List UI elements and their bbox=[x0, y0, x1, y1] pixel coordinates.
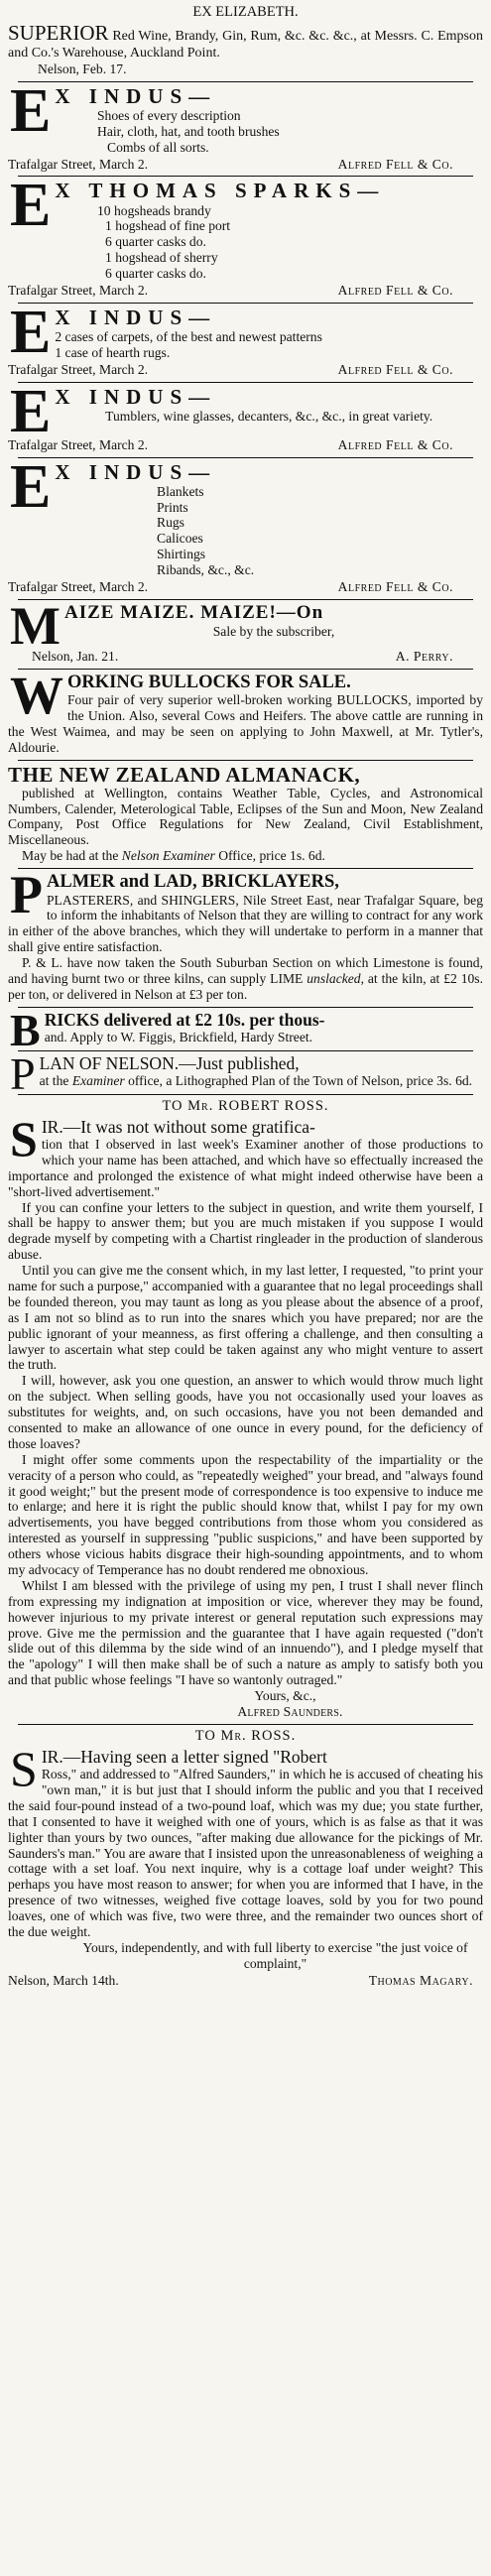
ad-body-lime-em: unslacked bbox=[307, 970, 361, 986]
list-item: 6 quarter casks do. bbox=[105, 266, 206, 282]
ad-heading: RICKS delivered at £2 10s. per thous- bbox=[44, 1009, 325, 1030]
ad-maize bbox=[8, 595, 483, 665]
ad-signature bbox=[8, 437, 483, 453]
letter-to-mr-ross bbox=[8, 1728, 483, 1989]
list-item: Hair, cloth, hat, and tooth brushes bbox=[97, 123, 280, 139]
letter-opening: IR.—Having seen a letter signed "Robert bbox=[41, 1746, 327, 1767]
divider bbox=[18, 1007, 474, 1008]
ad-body: PLASTERERS, and SHINGLERS, Nile Street East, near Trafalgar Square, beg to inform the inhabitants of Nelson that they are willing to contract for any work in either of the above branches, which they will undertake to perform in a manner that shall give entire satisfaction. bbox=[8, 892, 483, 955]
divider bbox=[18, 303, 474, 304]
ad-ex-elizabeth bbox=[8, 4, 483, 77]
divider bbox=[18, 868, 474, 869]
ad-heading: ALMER and LAD, BRICKLAYERS, bbox=[47, 872, 339, 893]
ad-body-lime-post: , at the kiln, at £2 10s. per ton, or delivered in Nelson at £3 per ton. bbox=[8, 970, 483, 1002]
list-item: Prints bbox=[157, 499, 188, 515]
letter-place: Nelson, March 14th. bbox=[8, 1972, 119, 1988]
list-item: Shirtings bbox=[157, 547, 206, 562]
list-item: Rugs bbox=[157, 515, 184, 531]
list-item: Calicoes bbox=[157, 531, 203, 547]
ad-place: Trafalgar Street, March 2. bbox=[8, 156, 149, 172]
ad-advertiser: Alfred Fell & Co. bbox=[337, 436, 453, 452]
ad-plan-of-nelson bbox=[8, 1047, 483, 1099]
letter-signature: Alfred Saunders. bbox=[237, 1704, 343, 1719]
list-item: 1 hogshead of sherry bbox=[105, 250, 218, 266]
ad-title: EX ELIZABETH. bbox=[192, 4, 299, 20]
ad-place: Trafalgar Street, March 2. bbox=[8, 578, 149, 594]
ad-dateline: Nelson, Feb. 17. bbox=[38, 61, 127, 76]
letter-paragraph: If you can confine your letters to the subject in question, and write them yourself, I shall be happy to answer them; but you are much mistaken if you suppose I would degrade myself by competing with a Chartist ringleader in the production of slanderous abuse. bbox=[8, 1199, 483, 1263]
ad-bricks bbox=[8, 1004, 483, 1055]
ad-body: published at Wellington, contains Weather Table, Cycles, and Astronomical Numbers, Calender, Meterological Table, Eclipses of the Sun and Moon, New Zealand Company, Post Office Regulations for New Zealand, Civil Establishment, Miscellaneous. bbox=[8, 785, 483, 848]
ad-body-post: office, a Lithographed Plan of the Town of Nelson, price 3s. 6d. bbox=[124, 1072, 473, 1088]
ad-subline: Sale by the subscriber, bbox=[212, 623, 335, 639]
drop-cap: W bbox=[10, 665, 63, 725]
drop-cap: S bbox=[10, 1110, 38, 1166]
ad-body-text: Red Wine, Brandy, Gin, Rum, &c. &c. &c., at Messrs. C. Empson and Co.'s Warehouse, Auckland Point. bbox=[8, 28, 483, 61]
letter-paragraph: I will, however, ask you one question, an answer to which would throw much light on the subject. When selling goods, have you not occasionally used your loaves as substitutes for weights, and, on such occasions, have you not been demanded and consented to make an allowance of one ounce in every pound, for the deficiency of those loaves? bbox=[8, 1373, 483, 1451]
ad-footer-post: Office, price 1s. 6d. bbox=[214, 848, 325, 864]
divider bbox=[18, 1724, 474, 1725]
list-item: 10 hogsheads brandy bbox=[97, 202, 211, 218]
item-list bbox=[8, 329, 483, 361]
ad-heading: X INDUS— bbox=[55, 305, 217, 329]
drop-cap: E bbox=[10, 76, 52, 145]
ad-footer-paper: Nelson Examiner bbox=[121, 848, 215, 864]
item-list bbox=[8, 203, 483, 282]
drop-cap: E bbox=[10, 172, 52, 240]
ad-heading: LAN OF NELSON.—Just published, bbox=[39, 1052, 300, 1073]
ad-footer-pre: May be had at the bbox=[22, 848, 122, 864]
drop-cap: S bbox=[10, 1740, 38, 1796]
ad-body: Four pair of very superior well-broken working BULLOCKS, imported by the Union. Also, several Cows and Heifers. The above cattle are running in the West Waimea, and may be seen on applying to John Maxwell, at Mr. Tytler's, Aldourie. bbox=[8, 692, 483, 755]
ad-lead: SUPERIOR bbox=[8, 20, 109, 45]
drop-cap: M bbox=[10, 595, 61, 656]
ad-heading: X INDUS— bbox=[55, 459, 217, 484]
ad-heading: ORKING BULLOCKS FOR SALE. bbox=[67, 672, 351, 692]
list-item: 1 case of hearth rugs. bbox=[55, 344, 171, 360]
drop-cap: B bbox=[10, 1004, 41, 1055]
ad-place: Trafalgar Street, March 2. bbox=[8, 436, 149, 452]
ad-heading: X INDUS— bbox=[55, 384, 217, 409]
letter-heading: TO Mr. ROSS. bbox=[194, 1727, 297, 1744]
ad-advertiser: Alfred Fell & Co. bbox=[337, 156, 453, 172]
ad-footer bbox=[8, 848, 483, 864]
drop-cap: P bbox=[10, 1047, 36, 1099]
ad-body-lime bbox=[8, 955, 483, 1003]
ad-body bbox=[8, 21, 483, 61]
ad-ex-indus-carpets bbox=[8, 298, 483, 378]
ad-ex-indus-brushes bbox=[8, 76, 483, 173]
list-item: Ribands, &c., &c. bbox=[157, 562, 255, 578]
ad-signature bbox=[8, 157, 483, 173]
list-item: 1 hogshead of fine port bbox=[105, 218, 231, 234]
ad-ex-indus-textiles bbox=[8, 452, 483, 595]
ad-body-pre: at the bbox=[39, 1072, 72, 1088]
ad-advertiser: A. Perry. bbox=[395, 648, 453, 664]
letter-signature-line bbox=[8, 1973, 483, 1989]
letter-paragraph: Ross," and addressed to "Alfred Saunders," in which he is accused of cheating his "own man," it is but just that I should inform the public and you that I received the said four-pound instead of a two-pound loaf, which was my due; you state further, that I consented to have it weighed with one of yours, which is as false as that it was lighter than yours by two ounces, "after making due allowance for the pickings of Mr. Saunders's man." You are aware that I insisted upon the unreasonableness of weighing a cottage with a set loaf. You next inquire, why is a cottage loaf under weight? This perhaps you have most reason to answer; for when you are informed that I have, in the presence of two witnesses, weighed five cottage loaves, sold by you for two pound loaves, one of which was five, two were three, and the remainder two ounces short of the due weight. bbox=[8, 1767, 483, 1939]
drop-cap: P bbox=[10, 865, 43, 925]
ad-place: Nelson, Jan. 21. bbox=[32, 648, 119, 664]
ad-ex-indus-glassware bbox=[8, 377, 483, 453]
ad-heading: X THOMAS SPARKS— bbox=[55, 179, 386, 203]
ad-body-em: Examiner bbox=[71, 1072, 125, 1088]
letter-paragraph: tion that I observed in last week's Examiner another of those productions to which your name has been attached, and which have so effectually increased the importance and prolonged the existence of what might indeed otherwise have been a "short-lived advertisement." bbox=[8, 1136, 483, 1199]
drop-cap: E bbox=[10, 298, 52, 366]
divider bbox=[18, 176, 474, 177]
list-item: 6 quarter casks do. bbox=[105, 234, 206, 250]
letter-paragraph: Until you can give me the consent which, in my last letter, I requested, "to print your name for such a purpose," accompanied with a guarantee that no legal proceedings shall be founded thereon, you may taunt as long as you please about the absence of a proof, as I am not so blind as to run into the snares which you have prepared; nor are the public ignorant of your meanness, as first offering a challenge, and then consulting a lawyer to ascertain what step could be taken against any who might venture to assert the truth. bbox=[8, 1263, 483, 1373]
divider bbox=[18, 1050, 474, 1051]
ad-signature bbox=[8, 362, 483, 378]
letter-opening: IR.—It was not without some gratifica- bbox=[41, 1116, 315, 1137]
divider bbox=[18, 669, 474, 670]
ad-signature bbox=[8, 579, 483, 595]
letter-heading: TO Mr. ROBERT ROSS. bbox=[162, 1097, 329, 1114]
ad-ex-thomas-sparks bbox=[8, 172, 483, 298]
letter-paragraph: I might offer some comments upon the respectability of the impartiality or the veracity of a person who could, as "repeatedly weighed" your bread, and "always found it good weight;" but the present mode of correspondence is too expensive to induce me to enlarge; and here it is right the public should know that, whilst I pay for my own advertisements, you have begged contributions from those whom you considered as interested as yourself in suppressing "public suspicions," and have been supported by others whose vicious habits disgrace their high-sounding appointments, and to whom my advocacy of Temperance has no doubt rendered me obnoxious. bbox=[8, 1451, 483, 1577]
divider bbox=[18, 457, 474, 458]
ad-signature bbox=[8, 649, 483, 665]
list-item: Shoes of every description bbox=[97, 107, 241, 123]
ad-palmer-and-lad bbox=[8, 865, 483, 1003]
ad-working-bullocks bbox=[8, 665, 483, 756]
ad-advertiser: Alfred Fell & Co. bbox=[337, 578, 453, 594]
ad-advertiser: Alfred Fell & Co. bbox=[337, 361, 453, 377]
divider bbox=[18, 382, 474, 383]
ad-heading: THE NEW ZEALAND ALMANACK, bbox=[8, 762, 361, 787]
ad-body: Tumblers, wine glasses, decanters, &c., &c., in great variety. bbox=[105, 408, 433, 424]
ad-body-lime-pre: P. & L. have now taken the South Suburban Section on which Limestone is found, and having burnt two or three kilns, can supply LIME bbox=[8, 955, 483, 986]
ad-heading: X INDUS— bbox=[55, 83, 217, 108]
divider bbox=[18, 1094, 474, 1095]
letter-signature: Thomas Magary. bbox=[368, 1972, 473, 1988]
ad-place: Trafalgar Street, March 2. bbox=[8, 282, 149, 298]
letter-to-robert-ross bbox=[8, 1098, 483, 1720]
ad-almanack bbox=[8, 764, 483, 865]
letter-paragraph: Whilst I am blessed with the privilege of using my pen, I trust I shall never flinch from expressing my indignation at imposition or vice, wherever they may be found, however injurious to my private interest or general reputation such expressions may prove. Give me the permission and the guarantee that I have again requested ("don't slide out of this dilemma by the side wind of an innuendo"), and I pledge myself that the "apology" I will then make shall be of such a nature as amply to satisfy both you and that public whose feelings "I have so wantonly outraged." bbox=[8, 1577, 483, 1688]
ad-advertiser: Alfred Fell & Co. bbox=[337, 282, 453, 298]
letter-closing: Yours, &c., bbox=[254, 1688, 316, 1704]
divider bbox=[18, 599, 474, 600]
list-item: Combs of all sorts. bbox=[107, 139, 209, 155]
ad-place: Trafalgar Street, March 2. bbox=[8, 361, 149, 377]
ad-signature bbox=[8, 283, 483, 299]
list-item: 2 cases of carpets, of the best and newest patterns bbox=[55, 328, 322, 344]
ad-body bbox=[8, 1073, 483, 1089]
ad-heading: AIZE MAIZE. MAIZE!—On bbox=[63, 601, 324, 623]
letter-closing: Yours, independently, and with full liberty to exercise "the just voice of complaint," bbox=[82, 1939, 468, 1971]
ad-body: and. Apply to W. Figgis, Brickfield, Hardy Street. bbox=[44, 1029, 313, 1044]
list-item: Blankets bbox=[157, 483, 204, 499]
divider bbox=[18, 81, 474, 82]
divider bbox=[18, 760, 474, 761]
item-list bbox=[8, 484, 483, 578]
drop-cap: E bbox=[10, 452, 52, 521]
drop-cap: E bbox=[10, 377, 52, 445]
item-list bbox=[8, 108, 483, 156]
